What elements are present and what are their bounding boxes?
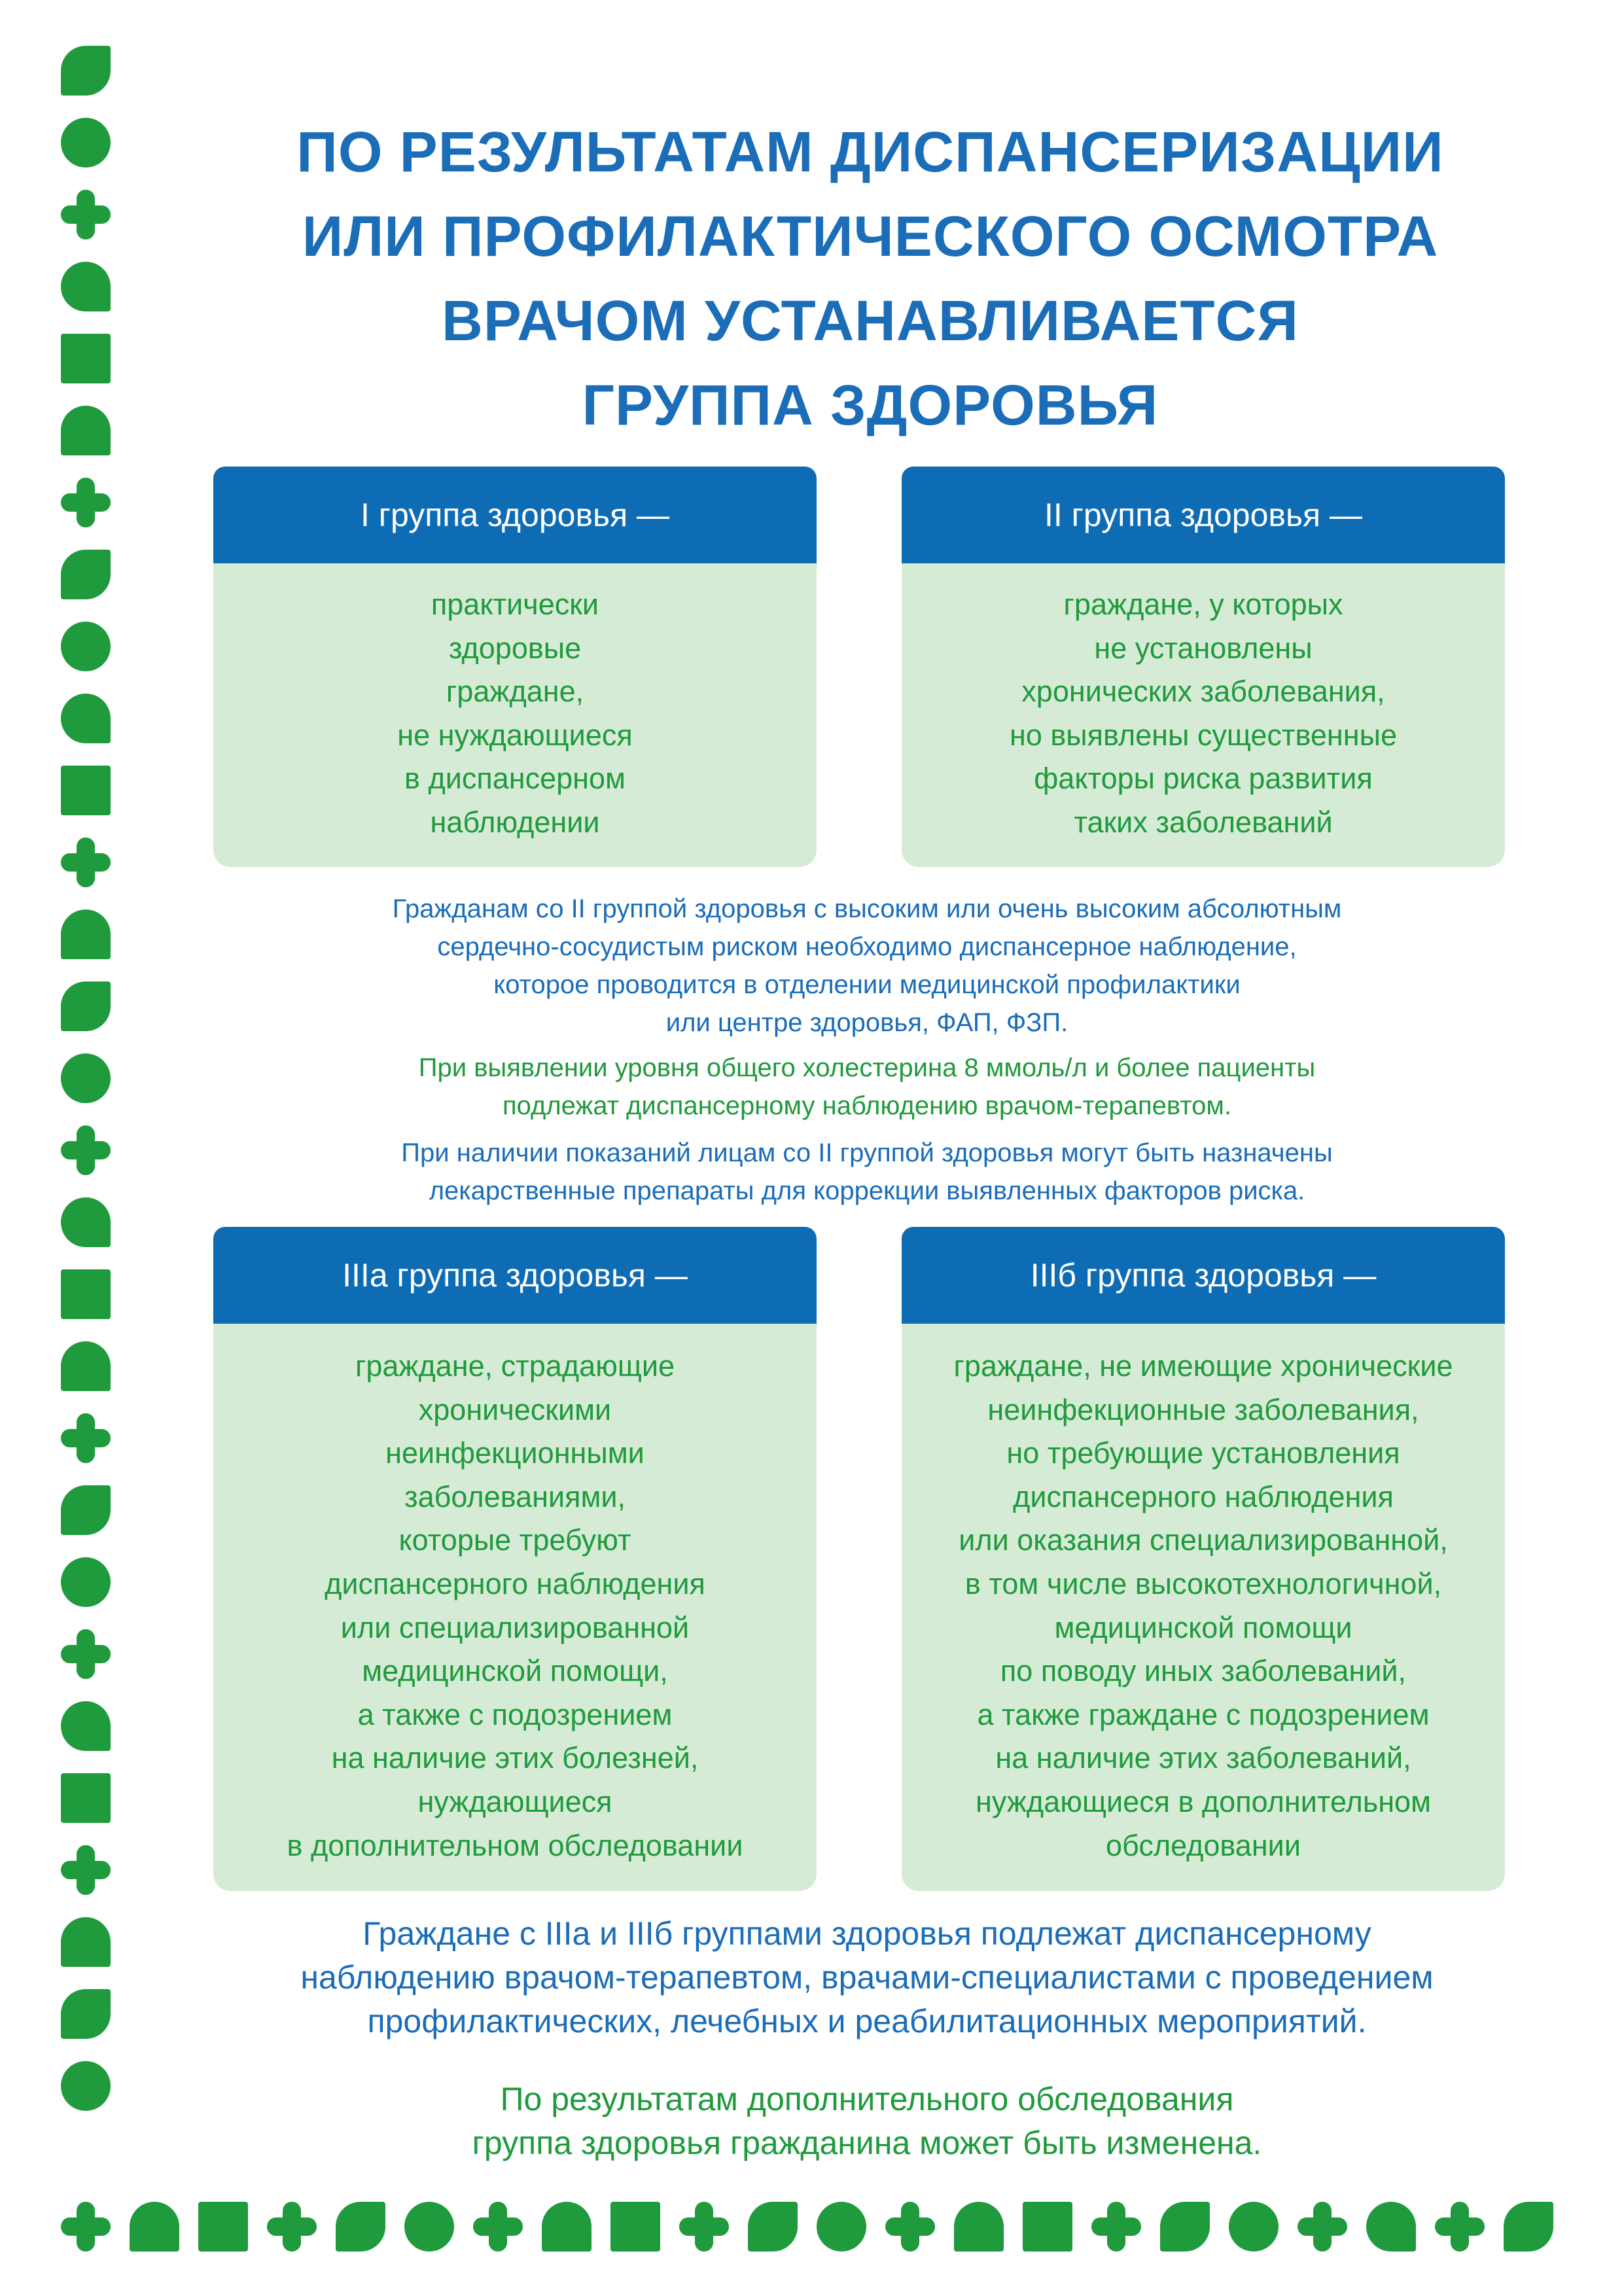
note-line: подлежат диспансерному наблюдению врачом-терапевтом. [502,1091,1232,1120]
group-3b-line: нуждающиеся в дополнительном [975,1784,1432,1818]
group-3b-line: медицинской помощи [1054,1610,1352,1644]
note-line: При выявлении уровня общего холестерина 8 ммоль/л и более пациенты [418,1053,1316,1082]
group-3b-line: по поводу иных заболеваний, [1000,1654,1407,1688]
circle-icon [1229,2202,1279,2252]
circle-icon [61,1557,111,1607]
heart-icon [61,262,111,311]
group-1-line: в диспансерном [404,762,626,796]
leaf-icon [61,46,111,96]
group-3b-line: неинфекционные заболевания, [987,1392,1419,1426]
square-icon [610,2202,660,2252]
note-cholesterol [196,1049,1538,1125]
title-line: ИЛИ ПРОФИЛАКТИЧЕСКОГО ОСМОТРА [302,205,1439,268]
leaf-icon [1504,2202,1553,2252]
flag-icon [61,1917,111,1967]
group-3b-line: обследовании [1106,1828,1301,1862]
square-icon [61,1773,111,1823]
heart-icon [61,1701,111,1751]
circle-icon [61,622,111,671]
group-1-line: практически [431,588,599,621]
note-line: или центре здоровья, ФАП, ФЗП. [665,1008,1068,1037]
group-3a-body [213,1324,817,1891]
group-card-2 [902,467,1505,867]
cross-icon [61,2202,111,2252]
cross-icon [61,478,111,527]
group-3a-line: неинфекционными [385,1436,644,1470]
group-card-1 [213,467,817,867]
cross-icon [679,2202,729,2252]
page-title [164,110,1577,448]
circle-icon [61,1053,111,1103]
group-3a-line: на наличие этих болезней, [331,1741,699,1775]
group-3b-header: IIIб группа здоровья — [902,1227,1505,1324]
note-line: При наличии показаний лицам со II группой здоровья могут быть назначены [401,1139,1333,1167]
note-line: По результатам дополнительного обследования [500,2081,1234,2117]
group-2-line: граждане, у которых [1063,588,1343,621]
cross-icon [61,1629,111,1679]
group-3b-line: или оказания специализированной, [959,1523,1448,1557]
group-1-line: наблюдении [430,805,600,839]
note-ii-high-risk [196,890,1538,1042]
group-3a-line: или специализированной [340,1610,690,1644]
leaf-icon [1160,2202,1210,2252]
square-icon [61,1269,111,1319]
group-3b-line: а также граждане с подозрением [977,1697,1430,1731]
title-line: ВРАЧОМ УСТАНАВЛИВАЕТСЯ [442,289,1299,353]
group-2-header: II группа здоровья — [902,467,1505,563]
leaf-icon [748,2202,798,2252]
note-line: лекарственные препараты для коррекции выявленных факторов риска. [429,1176,1305,1205]
title-line: ГРУППА ЗДОРОВЬЯ [582,374,1159,437]
group-1-body [213,563,817,867]
cross-icon [1435,2202,1485,2252]
group-3a-line: граждане, страдающие [355,1349,675,1383]
note-line: сердечно-сосудистым риском необходимо диспансерное наблюдение, [437,932,1297,961]
group-1-line: не нуждающиеся [397,718,633,752]
group-3a-line: в дополнительном обследовании [287,1828,743,1862]
cross-icon [61,1845,111,1895]
square-icon [61,766,111,815]
flag-icon [954,2202,1004,2252]
group-3b-line: граждане, не имеющие хронические [953,1349,1453,1383]
title-line: ПО РЕЗУЛЬТАТАМ ДИСПАНСЕРИЗАЦИИ [296,120,1444,184]
group-3a-line: которые требуют [398,1523,631,1557]
group-3b-line: в том числе высокотехнологичной, [964,1566,1442,1600]
leaf-icon [61,981,111,1031]
leaf-icon [61,1989,111,2039]
note-medication [196,1134,1538,1210]
note-group-change [196,2077,1538,2165]
group-3a-line: заболеваниями, [404,1479,626,1513]
note-line: наблюдению врачом-терапевтом, врачами-специалистами с проведением [300,1959,1434,1996]
flag-icon [61,910,111,959]
group-3b-line: но требующие установления [1006,1436,1400,1470]
group-3b-line: диспансерного наблюдения [1013,1479,1394,1513]
group-3b-line: на наличие этих заболеваний, [995,1741,1411,1775]
square-icon [61,334,111,383]
group-3a-line: медицинской помощи, [362,1654,668,1688]
cross-icon [61,1413,111,1463]
group-card-3a [213,1227,817,1891]
cross-icon [1091,2202,1141,2252]
circle-icon [817,2202,866,2252]
note-line: группа здоровья гражданина может быть изменена. [472,2125,1262,2161]
group-3a-line: а также с подозрением [357,1697,673,1731]
note-line: Граждане с IIIа и IIIб группами здоровья подлежат диспансерному [362,1915,1371,1952]
flag-icon [130,2202,179,2252]
leaf-icon [61,550,111,599]
cross-icon [1297,2202,1347,2252]
cross-icon [473,2202,523,2252]
group-2-line: хронических заболевания, [1021,675,1385,709]
circle-icon [61,2061,111,2111]
flag-icon [61,1341,111,1391]
cross-icon [885,2202,935,2252]
note-line: профилактических, лечебных и реабилитационных мероприятий. [367,2003,1367,2040]
group-2-line: факторы риска развития [1034,762,1373,796]
flag-icon [61,406,111,455]
flag-icon [542,2202,591,2252]
circle-icon [61,118,111,168]
group-3a-line: хроническими [418,1392,612,1426]
group-3b-body [902,1324,1505,1891]
square-icon [198,2202,248,2252]
group-card-3b [902,1227,1505,1891]
heart-icon [61,694,111,743]
group-1-header: I группа здоровья — [213,467,817,563]
note-line: Гражданам со II группой здоровья с высоким или очень высоким абсолютным [392,894,1342,923]
group-2-line: но выявлены существенные [1009,718,1397,752]
leaf-icon [336,2202,385,2252]
group-3a-line: нуждающиеся [417,1784,612,1818]
group-3a-header: IIIа группа здоровья — [213,1227,817,1324]
cross-icon [61,838,111,887]
group-3a-line: диспансерного наблюдения [325,1566,705,1600]
cross-icon [61,190,111,239]
note-group-3-observation [196,1912,1538,2043]
heart-icon [1366,2202,1416,2252]
group-1-line: граждане, [446,675,584,709]
square-icon [1023,2202,1072,2252]
group-2-line: таких заболеваний [1074,805,1333,839]
leaf-icon [61,1485,111,1535]
group-2-line: не установлены [1094,631,1313,665]
group-1-line: здоровые [448,631,582,665]
note-line: которое проводится в отделении медицинской профилактики [493,970,1241,999]
group-2-body [902,563,1505,867]
cross-icon [61,1125,111,1175]
circle-icon [404,2202,454,2252]
heart-icon [61,1197,111,1247]
cross-icon [267,2202,317,2252]
